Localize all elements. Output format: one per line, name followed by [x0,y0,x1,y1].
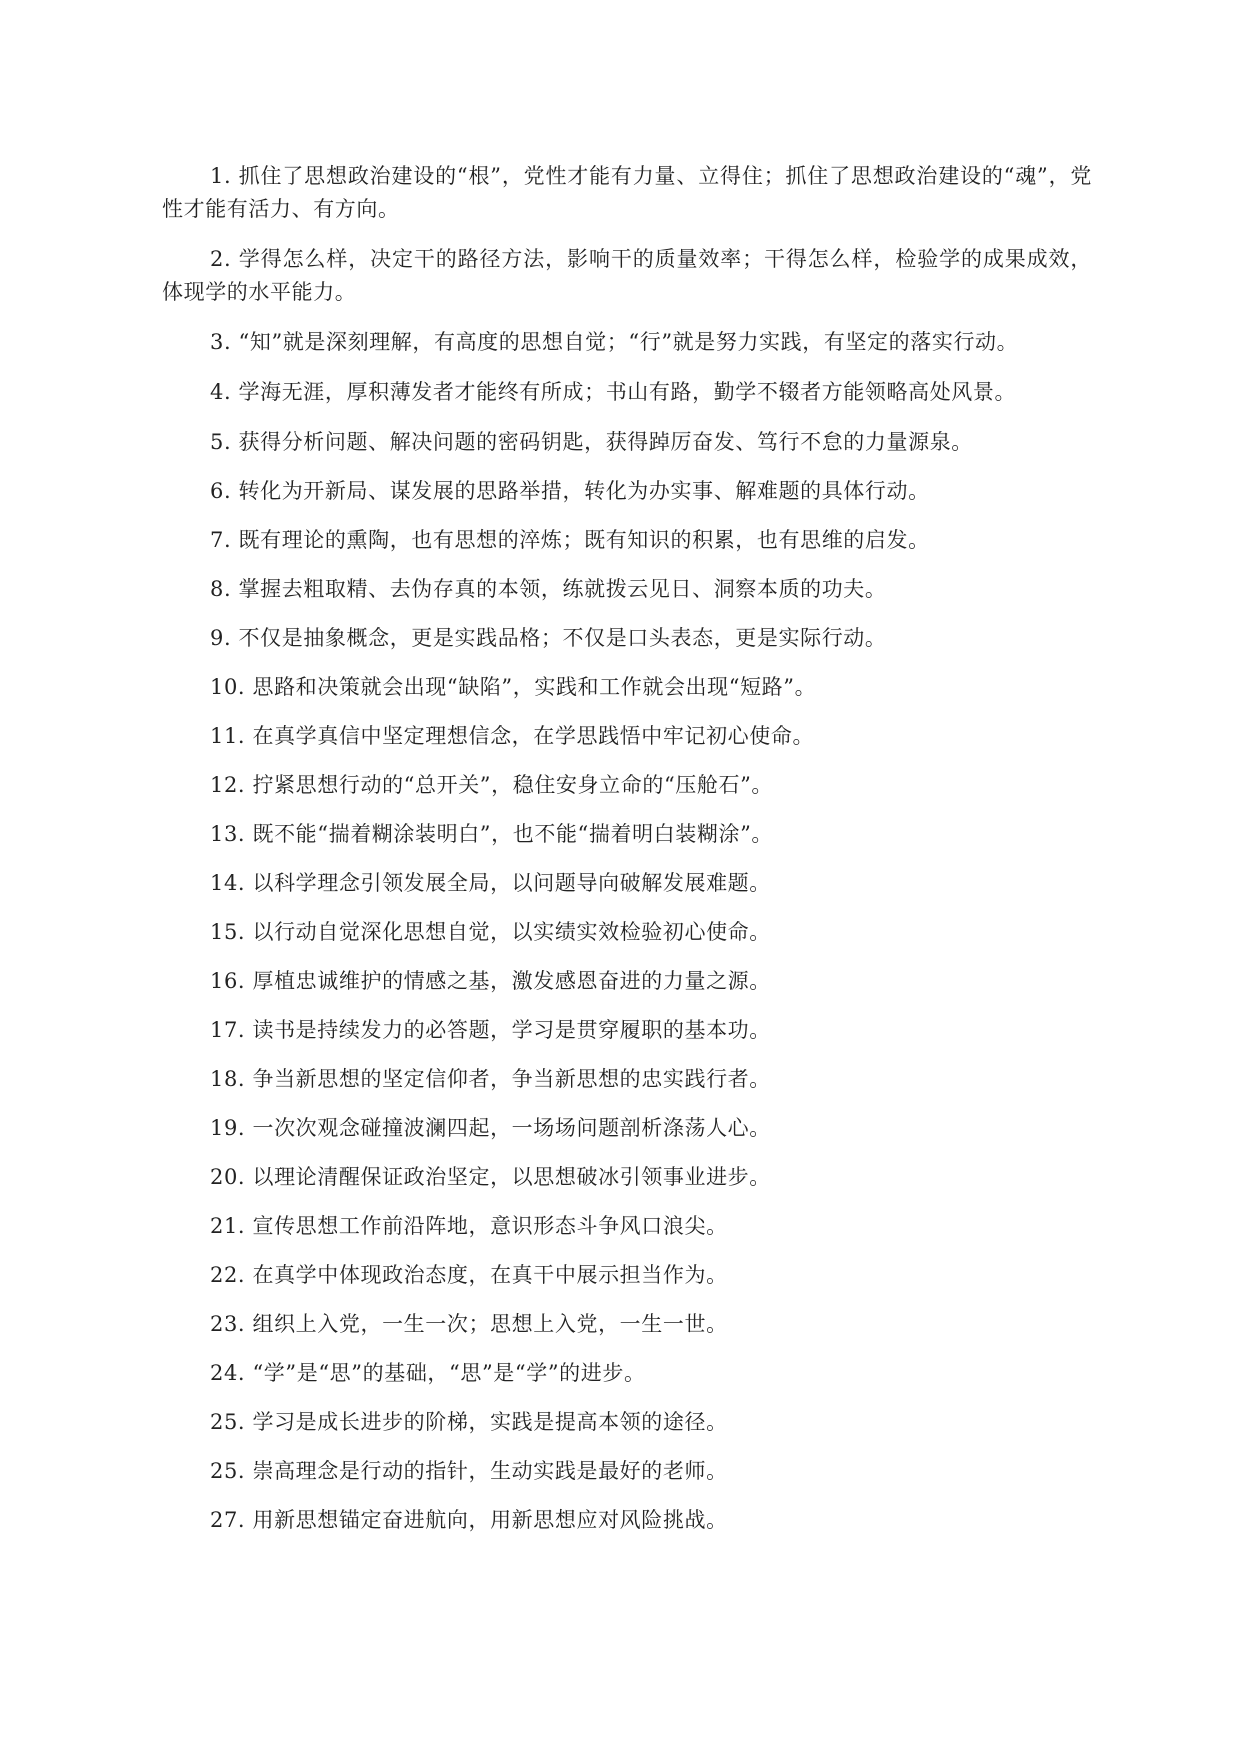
list-item: 6. 转化为开新局、谋发展的思路举措，转化为办实事、解难题的具体行动。 [210,479,930,503]
list-item: 19. 一次次观念碰撞波澜四起，一场场问题剖析涤荡人心。 [210,1116,771,1140]
list-item: 9. 不仅是抽象概念，更是实践品格；不仅是口头表态，更是实际行动。 [210,626,887,650]
list-item: 11. 在真学真信中坚定理想信念，在学思践悟中牢记初心使命。 [210,724,815,748]
document-body [162,160,1092,1553]
list-item: 14. 以科学理念引领发展全局，以问题导向破解发展难题。 [210,871,771,895]
list-item: 18. 争当新思想的坚定信仰者，争当新思想的忠实践行者。 [210,1067,771,1091]
list-item: 22. 在真学中体现政治态度，在真干中展示担当作为。 [210,1263,728,1287]
list-item: 2. 学得怎么样，决定干的路径方法，影响干的质量效率；干得怎么样，检验学的成果成效，体现学的水平能力。 [162,247,1092,304]
list-item: 5. 获得分析问题、解决问题的密码钥匙，获得踔厉奋发、笃行不怠的力量源泉。 [210,430,973,454]
list-item: 15. 以行动自觉深化思想自觉，以实绩实效检验初心使命。 [210,920,771,944]
list-item: 21. 宣传思想工作前沿阵地，意识形态斗争风口浪尖。 [210,1214,728,1238]
list-item: 4. 学海无涯，厚积薄发者才能终有所成；书山有路，勤学不辍者方能领略高处风景。 [210,380,1017,404]
list-item: 1. 抓住了思想政治建设的“根”，党性才能有力量、立得住；抓住了思想政治建设的“魂”，党性才能有活力、有方向。 [162,164,1092,221]
list-item: 23. 组织上入党，一生一次；思想上入党，一生一世。 [210,1312,728,1336]
list-item: 7. 既有理论的熏陶，也有思想的淬炼；既有知识的积累，也有思维的启发。 [210,528,930,552]
list-item: 13. 既不能“揣着糊涂装明白”，也不能“揣着明白装糊涂”。 [210,822,774,846]
list-item: 25. 学习是成长进步的阶梯，实践是提高本领的途径。 [210,1410,728,1434]
list-item: 8. 掌握去粗取精、去伪存真的本领，练就拨云见日、洞察本质的功夫。 [210,577,887,601]
list-item: 12. 拧紧思想行动的“总开关”，稳住安身立命的“压舱石”。 [210,773,774,797]
list-item: 24. “学”是“思”的基础，“思”是“学”的进步。 [210,1361,646,1385]
list-item: 17. 读书是持续发力的必答题，学习是贯穿履职的基本功。 [210,1018,771,1042]
list-item: 10. 思路和决策就会出现“缺陷”，实践和工作就会出现“短路”。 [210,675,817,699]
list-item: 3. “知”就是深刻理解，有高度的思想自觉；“行”就是努力实践，有坚定的落实行动。 [210,330,1019,354]
list-item: 20. 以理论清醒保证政治坚定，以思想破冰引领事业进步。 [210,1165,771,1189]
list-item: 25. 崇高理念是行动的指针，生动实践是最好的老师。 [210,1459,728,1483]
list-item: 16. 厚植忠诚维护的情感之基，激发感恩奋进的力量之源。 [210,969,771,993]
list-item: 27. 用新思想锚定奋进航向，用新思想应对风险挑战。 [210,1508,728,1532]
